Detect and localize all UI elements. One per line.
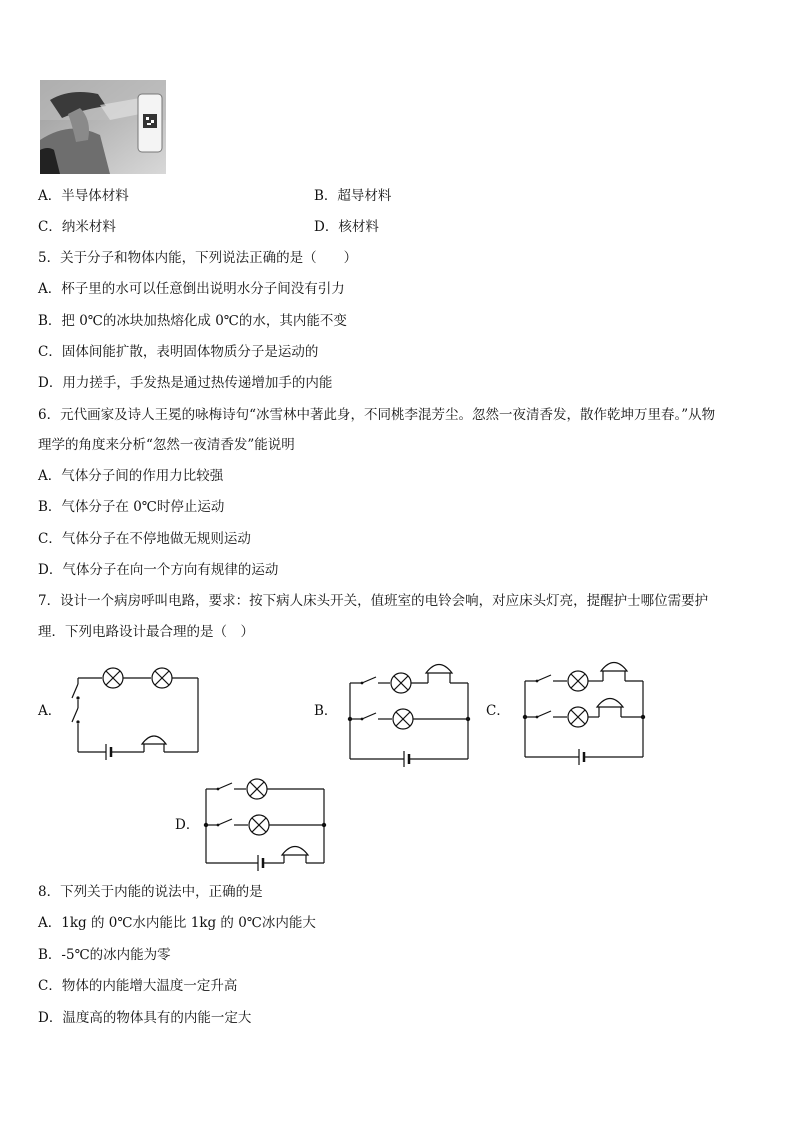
q6-option-a: A．气体分子间的作用力比较强	[38, 468, 224, 484]
q6-stem-line1: 6．元代画家及诗人王冕的咏梅诗句“冰雪林中著此身，不同桃李混芳尘。忽然一夜清香发，散作乾坤万里春。”从物	[38, 407, 716, 423]
circuit-c-label: C．	[486, 703, 510, 719]
q8-option-a: A．1kg 的 0℃水内能比 1kg 的 0℃冰内能大	[38, 915, 316, 931]
q8-option-b: B．-5℃的冰内能为零	[38, 947, 171, 963]
q5-option-b: B．把 0℃的冰块加热熔化成 0℃的水，其内能不变	[38, 313, 347, 329]
circuit-d-label: D．	[175, 817, 200, 833]
q5-option-a: A．杯子里的水可以任意倒出说明水分子间没有引力	[38, 281, 345, 297]
q6-option-c: C．气体分子在不停地做无规则运动	[38, 531, 251, 547]
q4-option-c: C．纳米材料	[38, 219, 116, 235]
q6-option-d: D．气体分子在向一个方向有规律的运动	[38, 562, 279, 578]
circuit-c-diagram	[517, 653, 652, 765]
q8-option-d: D．温度高的物体具有的内能一定大	[38, 1010, 252, 1026]
q5-stem: 5．关于分子和物体内能，下列说法正确的是（ ）	[38, 250, 358, 266]
circuit-a-label: A．	[38, 703, 62, 719]
q4-option-a: A．半导体材料	[38, 188, 129, 204]
q7-stem-line1: 7．设计一个病房呼叫电路，要求：按下病人床头开关，值班室的电铃会响，对应床头灯亮，提醒护士哪位需要护	[38, 593, 709, 609]
barcode-scanner-photo	[40, 80, 166, 174]
q5-option-d: D．用力搓手，手发热是通过热传递增加手的内能	[38, 375, 333, 391]
q8-option-c: C．物体的内能增大温度一定升高	[38, 978, 238, 994]
q7-stem-line2: 理．下列电路设计最合理的是（ ）	[38, 624, 254, 640]
circuit-a-diagram	[66, 660, 206, 766]
q4-option-b: B．超导材料	[314, 188, 392, 204]
circuit-b-label: B．	[314, 703, 338, 719]
q8-stem: 8．下列关于内能的说法中，正确的是	[38, 884, 263, 900]
q5-option-c: C．固体间能扩散，表明固体物质分子是运动的	[38, 344, 319, 360]
q6-option-b: B．气体分子在 0℃时停止运动	[38, 499, 225, 515]
circuit-d-diagram	[198, 773, 333, 877]
q4-option-d: D．核材料	[314, 219, 379, 235]
circuit-b-diagram	[342, 655, 477, 767]
q6-stem-line2: 理学的角度来分析“忽然一夜清香发”能说明	[38, 437, 295, 453]
